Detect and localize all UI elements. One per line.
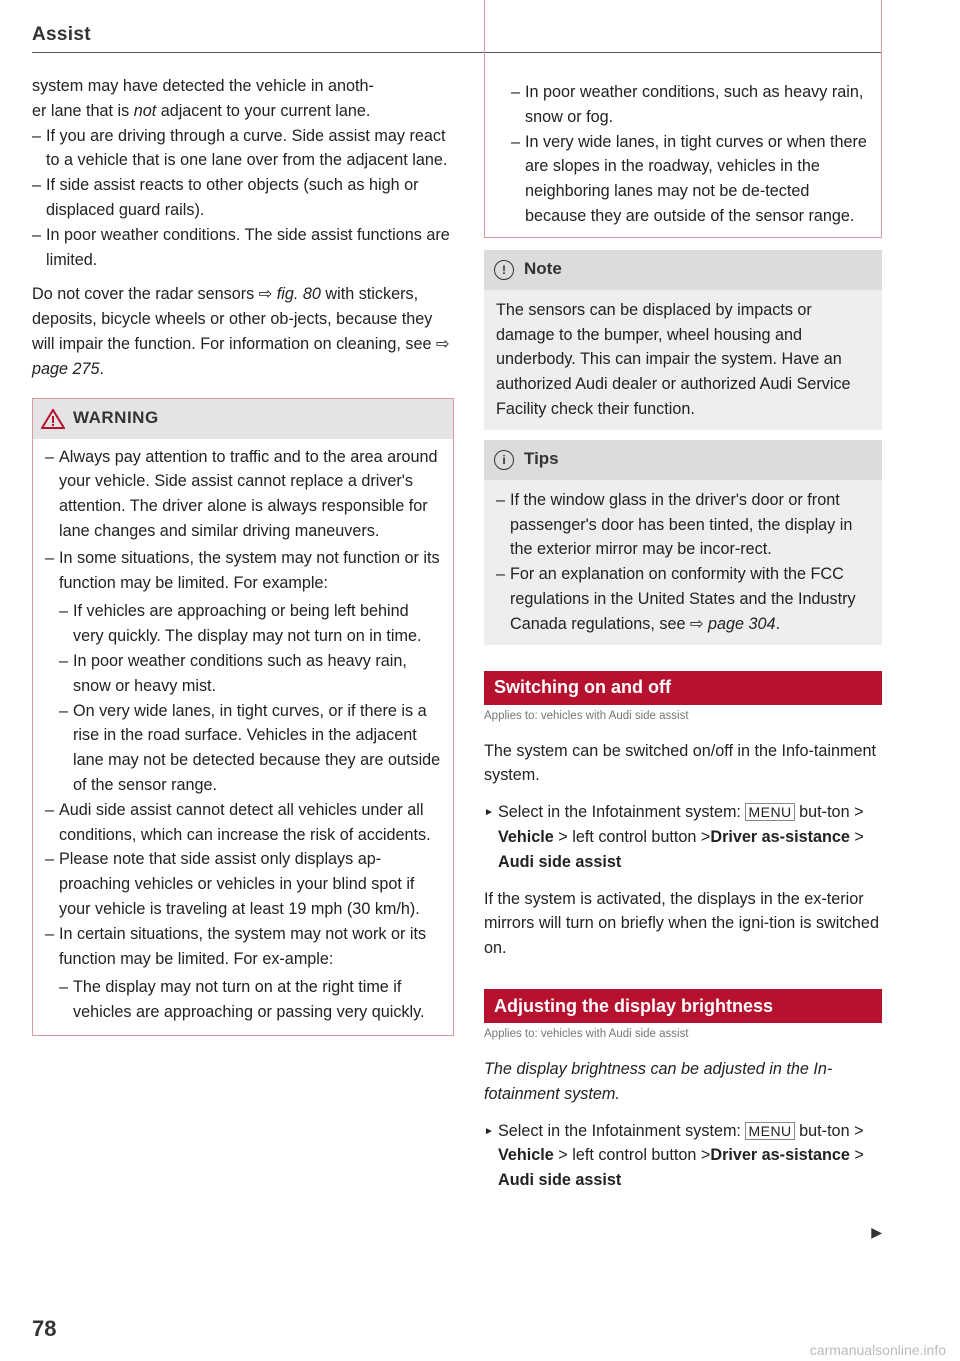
tips-title: Tips bbox=[524, 449, 559, 469]
list-item: – On very wide lanes, in tight curves, or if there is a rise in the road surface. Vehicles in the adjacent lane may not be detected because they are outside of the sensor range. bbox=[59, 699, 441, 798]
note-icon: ! bbox=[494, 260, 514, 280]
warning-icon bbox=[41, 409, 65, 429]
list-item: – Please note that side assist only displays ap-proaching vehicles or vehicles in your blind spot if your vehicle is traveling at least 19 mph (30 km/h). bbox=[45, 847, 441, 921]
list-item: – In poor weather conditions. The side assist functions are limited. bbox=[32, 223, 454, 273]
figure-link[interactable]: ⇨ fig. 80 bbox=[258, 285, 321, 304]
continue-arrow-icon: ▶ bbox=[871, 1224, 882, 1240]
left-column bbox=[32, 74, 454, 1036]
tips-body bbox=[484, 480, 882, 645]
list-item: – In some situations, the system may not function or its function may be limited. For example: bbox=[45, 546, 441, 596]
menu-button: MENU bbox=[745, 803, 794, 821]
section-title: Assist bbox=[32, 24, 91, 45]
applies-to: Applies to: vehicles with Audi side assist bbox=[484, 709, 689, 722]
page-link[interactable]: ⇨ page 275 bbox=[32, 334, 450, 378]
paragraph: Do not cover the radar sensors ⇨ fig. 80 with stickers, deposits, bicycle wheels or other ob-jects, because they will impair the function. For information on cleaning, see ⇨ page 275. bbox=[32, 285, 450, 378]
list-item: – In poor weather conditions, such as heavy rain, snow or fog. bbox=[511, 80, 869, 130]
section-heading: Adjusting the display brightness bbox=[484, 989, 882, 1023]
note-body: The sensors can be displaced by impacts or damage to the bumper, wheel housing and underbody. This can impair the system. Have an authorized Audi dealer or authorized Audi Service Facility check their function. bbox=[496, 300, 851, 418]
list-item: – In certain situations, the system may not work or its function may be limited. For ex-ample: bbox=[45, 922, 441, 972]
list-item: – If side assist reacts to other objects (such as high or displaced guard rails). bbox=[32, 173, 454, 223]
tips-header bbox=[484, 440, 882, 480]
list-item: – Always pay attention to traffic and to the area around your vehicle. Side assist cannot replace a driver's attention. The driver alone is always responsible for lane changes and similar driving maneuvers. bbox=[45, 445, 441, 544]
warning-box bbox=[32, 398, 454, 1036]
note-title: Note bbox=[524, 259, 562, 279]
page-number: 78 bbox=[32, 1316, 57, 1341]
paragraph: The system can be switched on/off in the Info-tainment system. bbox=[484, 741, 877, 785]
watermark: carmanualsonline.info bbox=[809, 1342, 946, 1358]
list-item: – In very wide lanes, in tight curves or when there are slopes in the roadway, vehicles in the neighboring lanes may not be de-tected because they are outside of the sensor range. bbox=[511, 130, 869, 229]
tips-box bbox=[484, 440, 882, 645]
page-link[interactable]: ⇨ page 304 bbox=[689, 614, 776, 633]
info-icon: i bbox=[494, 450, 514, 470]
instruction-step: ► Select in the Infotainment system: MENU but-ton > Vehicle > left control button >Driver as-sistance > Audi side assist bbox=[484, 800, 882, 874]
list-item: – In poor weather conditions such as heavy rain, snow or heavy mist. bbox=[59, 649, 441, 699]
intro-text: The display brightness can be adjusted in the In-fotainment system. bbox=[484, 1059, 833, 1103]
note-box bbox=[484, 250, 882, 430]
note-header bbox=[484, 250, 882, 290]
section-heading: Switching on and off bbox=[484, 671, 882, 705]
list-item: – For an explanation on conformity with the FCC regulations in the United States and the Industry Canada regulations, see ⇨ page 304. bbox=[496, 562, 870, 636]
instruction-step: ► Select in the Infotainment system: MENU but-ton > Vehicle > left control button >Driver as-sistance > Audi side assist bbox=[484, 1119, 882, 1193]
menu-button: MENU bbox=[745, 1122, 794, 1140]
warning-header bbox=[33, 399, 453, 439]
applies-to: Applies to: vehicles with Audi side assist bbox=[484, 1027, 689, 1040]
list-item: – Audi side assist cannot detect all vehicles under all conditions, which can increase the risk of accidents. bbox=[45, 798, 441, 848]
paragraph: system may have detected the vehicle in anoth- er lane that is not adjacent to your current lane. bbox=[32, 77, 374, 120]
list-item: – If vehicles are approaching or being left behind very quickly. The display may not turn on in time. bbox=[59, 599, 441, 649]
list-item: – If the window glass in the driver's door or front passenger's door has been tinted, the display in the exterior mirror may be incor-rect. bbox=[496, 488, 870, 562]
warning-title: WARNING bbox=[73, 408, 159, 428]
warning-body bbox=[33, 439, 453, 1035]
list-item: – The display may not turn on at the right time if vehicles are approaching or passing very quickly. bbox=[59, 975, 441, 1025]
warning-continued bbox=[484, 0, 882, 238]
right-column bbox=[484, 74, 882, 1203]
list-item: – If you are driving through a curve. Side assist may react to a vehicle that is one lane over from the adjacent lane. bbox=[32, 124, 454, 174]
paragraph: If the system is activated, the displays in the ex-terior mirrors will turn on briefly when the igni-tion is switched on. bbox=[484, 889, 879, 958]
